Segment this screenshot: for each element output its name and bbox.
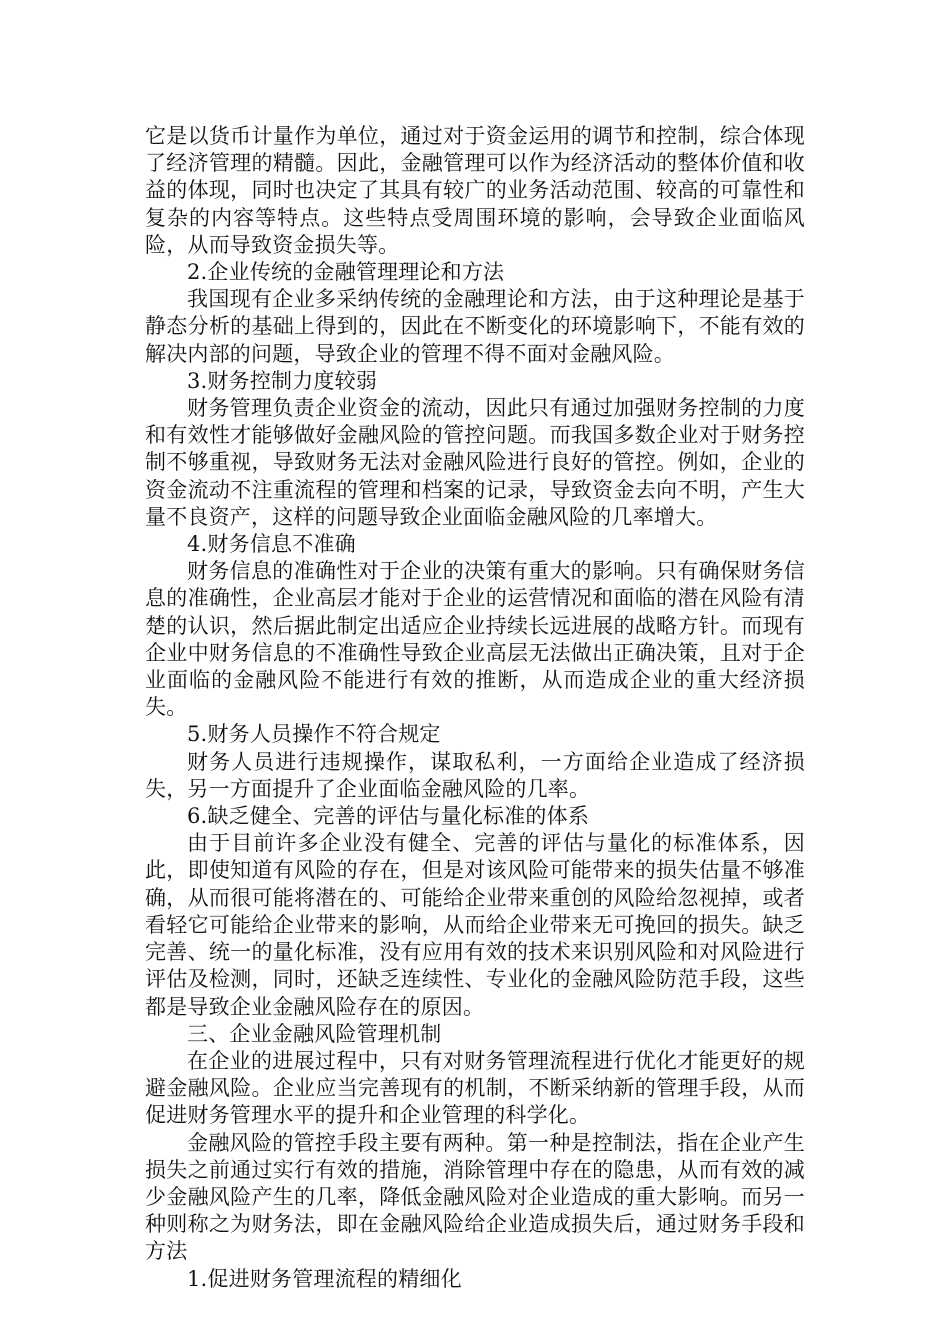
subheading-evaluation-standards: 6.缺乏健全、完善的评估与量化标准的体系: [187, 804, 590, 829]
paragraph-financial-control: 财务管理负责企业资金的流动，因此只有通过加强财务控制的力度和有效性才能够做好金融风险的管控问题。而我国多数企业对于财务控制不够重视，导致财务无法对金融风险进行良好的管控。例如，企业的资金流动不注重流程的管理和档案的记录，导致资金去向不明，产生大量不良资产，这样的问题导致企业面临金融风险的几率增大。: [145, 396, 805, 529]
subheading-staff-operations: 5.财务人员操作不符合规定: [187, 722, 441, 747]
document-page: [145, 123, 805, 1293]
subheading-financial-control: 3.财务控制力度较弱: [187, 368, 378, 393]
paragraph-evaluation-standards: 由于目前许多企业没有健全、完善的评估与量化的标准体系，因此，即使知道有风险的存在，但是对该风险可能带来的损失估量不够准确，从而很可能将潜在的、可能给企业带来重创的风险给忽视掉，或者看轻它可能给企业带来的影响，从而给企业带来无可挽回的损失。缺乏完善、统一的量化标准，没有应用有效的技术来识别风险和对风险进行评估及检测，同时，还缺乏连续性、专业化的金融风险防范手段，这些都是导致企业金融风险存在的原因。: [145, 831, 805, 1019]
paragraph-financial-information: 财务信息的准确性对于企业的决策有重大的影响。只有确保财务信息的准确性，企业高层才能对于企业的运营情况和面临的潜在风险有清楚的认识，然后据此制定出适应企业持续长远进展的战略方针。而现有企业中财务信息的不准确性导致企业高层无法做出正确决策，且对于企业面临的金融风险不能进行有效的推断，从而造成企业的重大经济损失。: [145, 559, 805, 720]
paragraph-process-optimization: 在企业的进展过程中，只有对财务管理流程进行优化才能更好的规避金融风险。企业应当完善现有的机制，不断采纳新的管理手段，从而促进财务管理水平的提升和企业管理的科学化。: [145, 1048, 805, 1128]
paragraph-continuation: 它是以货币计量作为单位，通过对于资金运用的调节和控制，综合体现了经济管理的精髓。因此，金融管理可以作为经济活动的整体价值和收益的体现，同时也决定了其具有较广的业务活动范围、较高的可靠性和复杂的内容等特点。这些特点受周围环境的影响，会导致企业面临风险，从而导致资金损失等。: [145, 124, 805, 257]
paragraph-control-methods: 金融风险的管控手段主要有两种。第一种是控制法，指在企业产生损失之前通过实行有效的措施，消除管理中存在的隐患，从而有效的减少金融风险产生的几率，降低金融风险对企业造成的重大影响。而另一种则称之为财务法，即在金融风险给企业造成损失后，通过财务手段和方法: [145, 1130, 805, 1264]
subheading-financial-information: 4.财务信息不准确: [187, 532, 356, 557]
subheading-traditional-theory: 2.企业传统的金融管理理论和方法: [187, 260, 505, 285]
section-heading-risk-mechanism: 三、企业金融风险管理机制: [187, 1021, 442, 1046]
paragraph-traditional-theory: 我国现有企业多采纳传统的金融理论和方法，由于这种理论是基于静态分析的基础上得到的，因此在不断变化的环境影响下，不能有效的解决内部的问题，导致企业的管理不得不面对金融风险。: [145, 287, 805, 366]
paragraph-staff-operations: 财务人员进行违规操作，谋取私利，一方面给企业造成了经济损失，另一方面提升了企业面临金融风险的几率。: [145, 749, 805, 801]
subheading-process-refinement: 1.促进财务管理流程的精细化: [187, 1266, 462, 1291]
